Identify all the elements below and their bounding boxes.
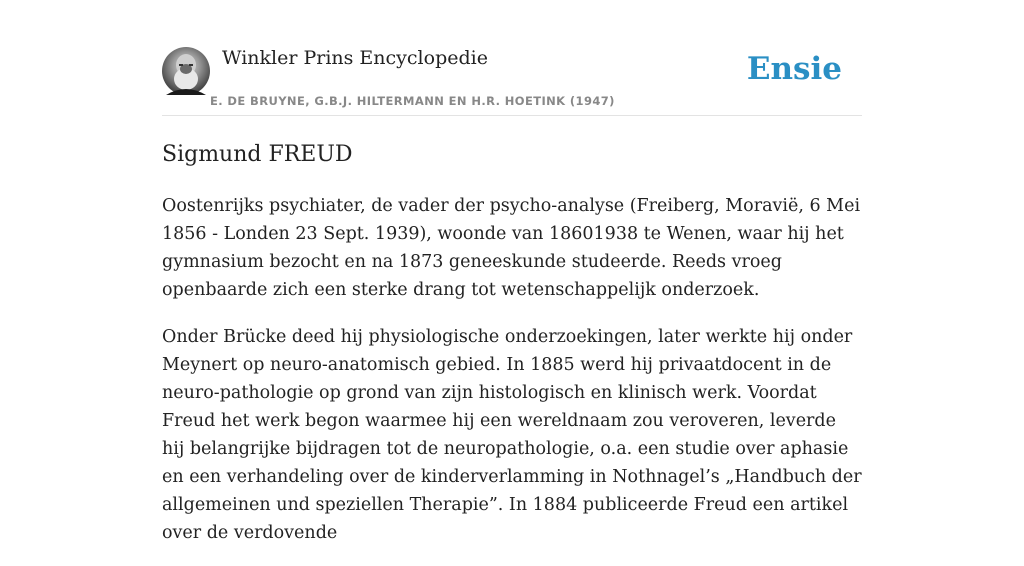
article-body bbox=[162, 192, 862, 566]
brand-logo[interactable]: Ensie bbox=[746, 51, 842, 87]
article-title: Sigmund FREUD bbox=[162, 142, 353, 167]
site-header bbox=[162, 0, 862, 116]
page-container bbox=[162, 0, 862, 543]
header-divider bbox=[162, 115, 862, 116]
paragraph: Onder Brücke deed hij physiologische onderzoekingen, later werkte hij onder Meynert op neuro-anatomisch gebied. In 1885 werd hij privaatdocent in de neuro-pathologie op grond van zijn histologisch en klinisch werk. Voordat Freud het werk begon waarmee hij een wereldnaam zou veroveren, leverde hij belangrijke bijdragen tot de neuropathologie, o.a. een studie over aphasie en een verhandeling over de kinderverlamming in Nothnagel’s „Handbuch der allgemeinen und speziellen Therapie”. In 1884 publiceerde Freud een artikel over de verdovende bbox=[162, 327, 862, 543]
portrait-icon[interactable] bbox=[162, 47, 210, 95]
site-title[interactable]: Winkler Prins Encyclopedie bbox=[222, 47, 488, 69]
paragraph: Oostenrijks psychiater, de vader der psycho-analyse (Freiberg, Moravië, 6 Mei 1856 - Londen 23 Sept. 1939), woonde van 18601938 te Wenen, waar hij het gymnasium bezocht en na 1873 geneeskunde studeerde. Reeds vroeg openbaarde zich een sterke drang tot wetenschappelijk onderzoek. bbox=[162, 196, 861, 300]
authors-credit: E. DE BRUYNE, G.B.J. HILTERMANN EN H.R. HOETINK (1947) bbox=[210, 94, 615, 108]
